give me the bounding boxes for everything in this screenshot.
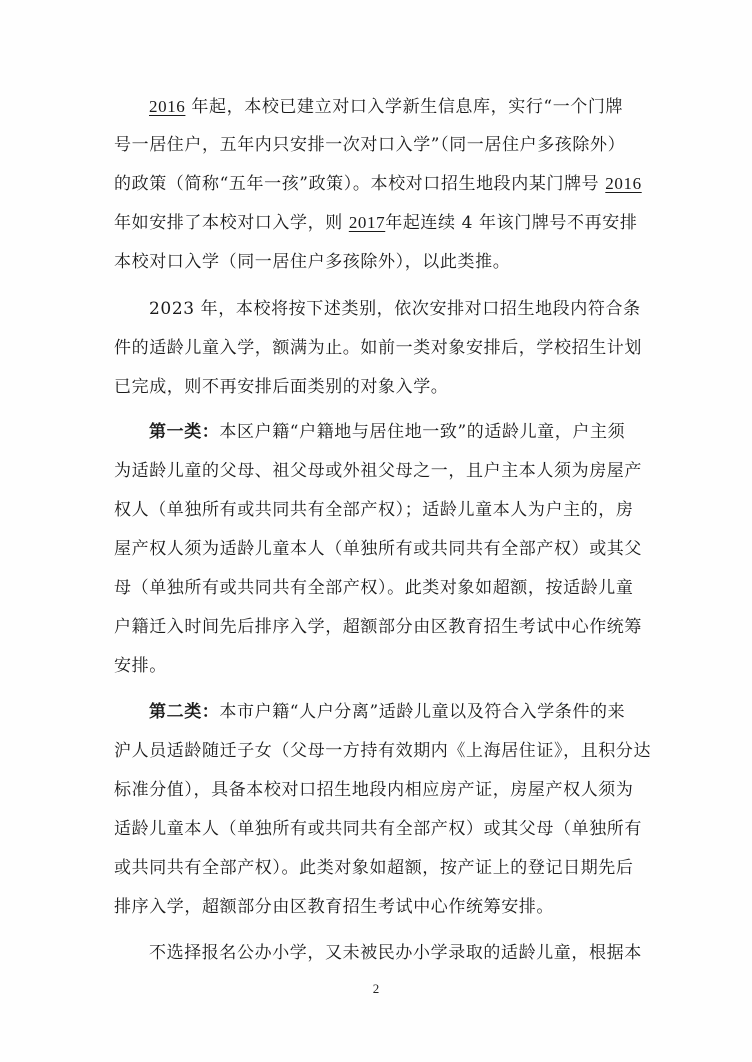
paragraph-1-line-5: 本校对口入学（同一居住户多孩除外），以此类推。 bbox=[114, 252, 511, 272]
paragraph-3-line-4: 屋产权人须为适龄儿童本人（单独所有或共同共有全部产权）或其父 bbox=[114, 539, 642, 559]
paragraph-4-line-3: 标准分值），具备本校对口招生地段内相应房产证，房屋产权人须为 bbox=[114, 780, 634, 800]
paragraph-2-line-3: 已完成，则不再安排后面类别的对象入学。 bbox=[114, 377, 449, 397]
paragraph-3-line-5: 母（单独所有或共同共有全部产权）。此类对象如超额，按适龄儿童 bbox=[114, 578, 634, 598]
paragraph-3-line-7: 安排。 bbox=[114, 656, 167, 676]
paragraph-4-line-1: 第二类：本市户籍“人户分离”适龄儿童以及符合入学条件的来 bbox=[149, 702, 626, 722]
paragraph-4-line-4: 适龄儿童本人（单独所有或共同共有全部产权）或其父母（单独所有 bbox=[114, 819, 642, 839]
paragraph-3-line-2: 为适龄儿童的父母、祖父母或外祖父母之一，且户主本人须为房屋产 bbox=[114, 461, 642, 481]
year-2016-inline: 2016 bbox=[605, 174, 642, 193]
paragraph-4-line-6: 排序入学，超额部分由区教育招生考试中心作统筹安排。 bbox=[114, 897, 554, 917]
paragraph-4-line-5: 或共同共有全部产权）。此类对象如超额，按产证上的登记日期先后 bbox=[114, 858, 634, 878]
paragraph-2-line-1: 2023 年，本校将按下述类别，依次安排对口招生地段内符合条 bbox=[149, 299, 641, 319]
paragraph-4-line-2: 沪人员适龄随迁子女（父母一方持有效期内《上海居住证》，且积分达 bbox=[114, 741, 652, 761]
paragraph-3-line-6: 户籍迁入时间先后排序入学，超额部分由区教育招生考试中心作统筹 bbox=[114, 617, 642, 637]
category-1-label: 第一类： bbox=[149, 422, 220, 442]
paragraph-2-line-2: 件的适龄儿童入学，额满为止。如前一类对象安排后，学校招生计划 bbox=[114, 338, 642, 358]
paragraph-3-line-1: 第一类：本区户籍“户籍地与居住地一致”的适龄儿童，户主须 bbox=[149, 422, 626, 442]
category-2-label: 第二类： bbox=[149, 702, 220, 722]
paragraph-1-line-1: 2016 年起，本校已建立对口入学新生信息库，实行“一个门牌 bbox=[149, 97, 624, 117]
year-2017: 2017 bbox=[348, 213, 386, 232]
paragraph-1-line-3: 的政策（简称“五年一孩”政策）。本校对口招生地段内某门牌号 2016 bbox=[114, 174, 642, 194]
paragraph-1-line-4: 年如安排了本校对口入学，则 2017年起连续 4 年该门牌号不再安排 bbox=[114, 213, 638, 233]
paragraph-5-line-1: 不选择报名公办小学，又未被民办小学录取的适龄儿童，根据本 bbox=[149, 943, 642, 963]
year-2016: 2016 bbox=[149, 97, 186, 116]
paragraph-1-line-2: 号一居住户，五年内只安排一次对口入学”（同一居住户多孩除外） bbox=[114, 135, 626, 155]
page-number: 2 bbox=[372, 981, 380, 996]
paragraph-3-line-3: 权人（单独所有或共同共有全部产权）；适龄儿童本人为户主的，房 bbox=[114, 500, 634, 520]
